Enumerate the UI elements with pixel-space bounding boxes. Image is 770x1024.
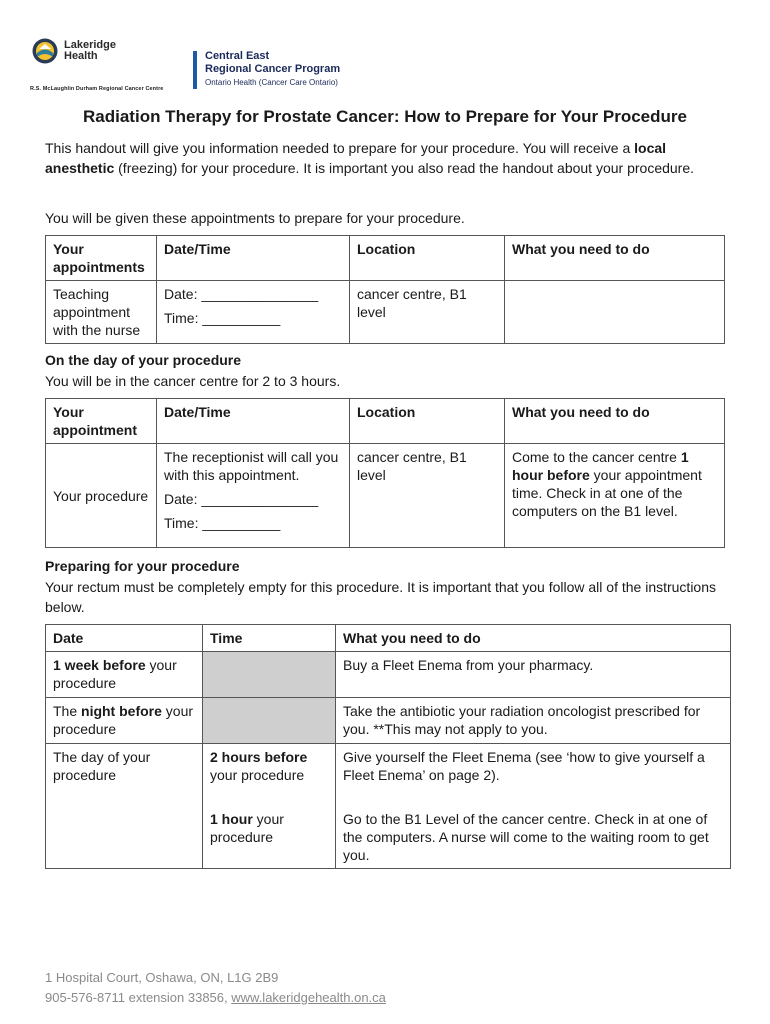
central-east-line3: Ontario Health (Cancer Care Ontario): [205, 78, 338, 87]
footer-contact: [45, 988, 386, 1008]
date-line: Date: _______________: [164, 286, 319, 302]
appointment-cell: Your procedure: [46, 444, 157, 548]
todo-entry-1: Give yourself the Fleet Enema (see ‘how to give yourself a Fleet Enema’ on page 2).: [343, 749, 705, 783]
table-header-row: [46, 625, 731, 652]
table-row: [46, 744, 731, 869]
intro-paragraph: This handout will give you information needed to prepare for your procedure. You will receive a local anesthetic (freezing) for your procedure. It is important you also read the handout about your procedure.: [45, 140, 695, 176]
appointments-table: [45, 235, 725, 344]
lakeridge-name: Lakeridge Health: [64, 39, 116, 62]
call-note: The receptionist will call you with this appointment.: [164, 449, 339, 483]
todo-cell: Take the antibiotic your radiation oncologist prescribed for you. **This may not apply to you.: [336, 698, 731, 744]
date-cell: The night before your procedure: [46, 698, 203, 744]
day-of-heading: On the day of your procedure: [45, 352, 242, 368]
col-header-todo: What you need to do: [505, 236, 725, 281]
table-row: [46, 444, 725, 548]
table-row: [46, 652, 731, 698]
day-of-text: You will be in the cancer centre for 2 to 3 hours.: [45, 373, 341, 389]
central-east-line1: Central East: [205, 50, 270, 62]
table-row: [46, 281, 725, 344]
table-header-row: [46, 399, 725, 444]
date-cell: 1 week before your procedure: [46, 652, 203, 698]
location-cell: cancer centre, B1 level: [350, 444, 505, 548]
time-cell-shaded: [203, 652, 336, 698]
col-header-appointments: Your appointments: [46, 236, 157, 281]
col-header-todo: What you need to do: [505, 399, 725, 444]
todo-cell: [336, 744, 731, 869]
central-east-logo: [193, 50, 353, 94]
col-header-location: Location: [350, 399, 505, 444]
time-line: Time: __________: [164, 310, 281, 326]
col-header-datetime: Date/Time: [157, 236, 350, 281]
central-east-bar: [193, 51, 197, 89]
col-header-location: Location: [350, 236, 505, 281]
col-header-time: Time: [203, 625, 336, 652]
footer-address: 1 Hospital Court, Oshawa, ON, L1G 2B9: [45, 970, 279, 985]
time-cell-shaded: [203, 698, 336, 744]
col-header-appointment: Your appointment: [46, 399, 157, 444]
preparing-heading: Preparing for your procedure: [45, 558, 240, 574]
procedure-table: [45, 398, 725, 548]
page-title: Radiation Therapy for Prostate Cancer: How to Prepare for Your Procedure: [83, 107, 687, 126]
time-entry-2: 1 hour your procedure: [210, 811, 284, 845]
datetime-cell: [157, 281, 350, 344]
lakeridge-subtitle: R.S. McLaughlin Durham Regional Cancer Centre: [30, 86, 164, 92]
footer-phone: 905-576-8711 extension 33856,: [45, 990, 232, 1005]
col-header-date: Date: [46, 625, 203, 652]
todo-entry-2: Go to the B1 Level of the cancer centre. Check in at one of the computers. A nurse will come to the waiting room to get you.: [343, 811, 709, 863]
location-cell: cancer centre, B1 level: [350, 281, 505, 344]
datetime-cell: [157, 444, 350, 548]
appointments-intro: You will be given these appointments to prepare for your procedure.: [45, 210, 465, 226]
date-line: Date: _______________: [164, 491, 319, 507]
time-cell: [203, 744, 336, 869]
lakeridge-emblem-icon: [32, 38, 58, 64]
table-row: [46, 698, 731, 744]
footer: [45, 968, 386, 1008]
todo-cell: Buy a Fleet Enema from your pharmacy.: [336, 652, 731, 698]
time-entry-1: 2 hours before your procedure: [210, 749, 308, 783]
col-header-datetime: Date/Time: [157, 399, 350, 444]
time-line: Time: __________: [164, 515, 281, 531]
todo-cell: Come to the cancer centre 1 hour before your appointment time. Check in at one of the computers on the B1 level.: [505, 444, 725, 548]
central-east-line2: Regional Cancer Program: [205, 63, 341, 75]
preparation-table: [45, 624, 731, 869]
table-header-row: [46, 236, 725, 281]
lakeridge-health-logo: [30, 38, 180, 94]
date-cell: The day of your procedure: [46, 744, 203, 869]
preparing-text: Your rectum must be completely empty for this procedure. It is important that you follow all of the instructions below.: [45, 579, 717, 615]
todo-cell: [505, 281, 725, 344]
appointment-cell: Teaching appointment with the nurse: [46, 281, 157, 344]
col-header-todo: What you need to do: [336, 625, 731, 652]
website-link[interactable]: www.lakeridgehealth.on.ca: [231, 990, 386, 1005]
